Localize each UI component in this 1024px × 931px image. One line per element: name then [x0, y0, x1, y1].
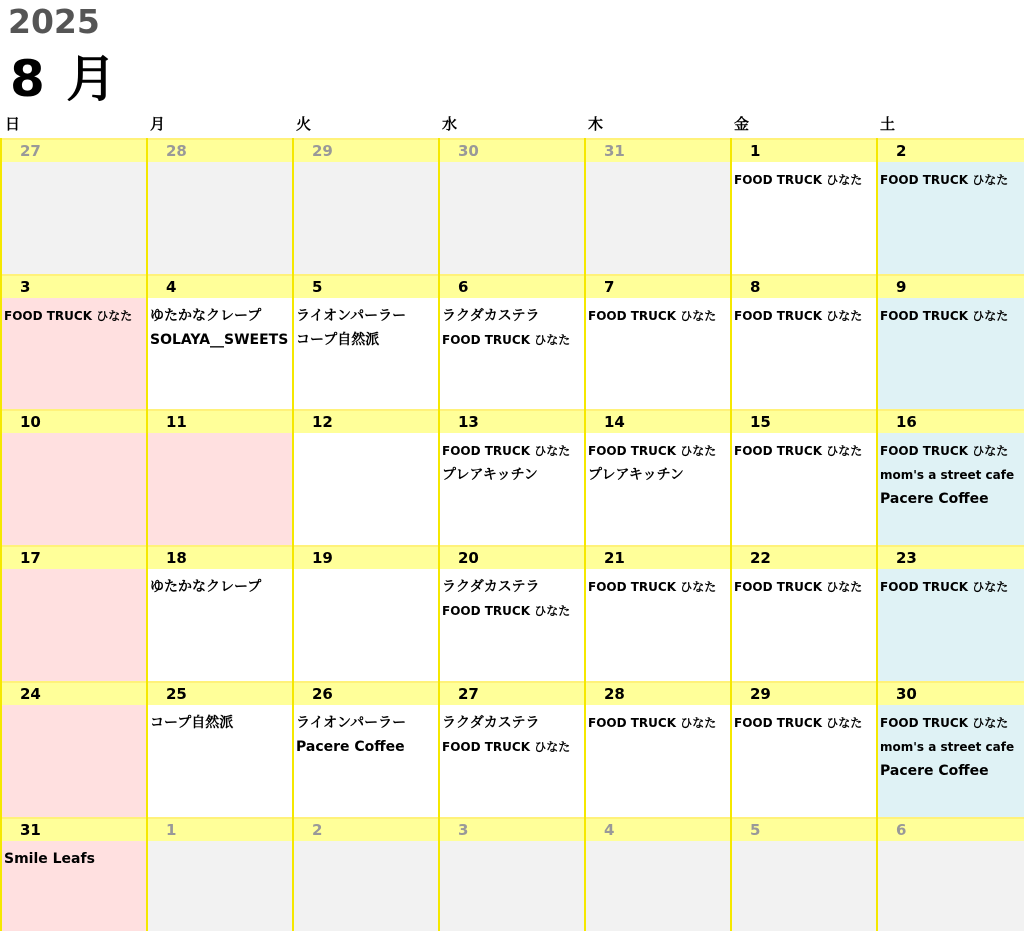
weekday-label: 木 — [588, 115, 604, 133]
day-number: 9 — [878, 274, 1024, 298]
day-cell[interactable] — [438, 409, 584, 545]
day-events — [586, 705, 730, 817]
day-cell[interactable] — [584, 817, 730, 931]
day-events — [294, 298, 438, 409]
day-cell[interactable] — [584, 138, 730, 274]
day-events — [440, 162, 584, 274]
event-label[interactable]: FOOD TRUCK ひなた — [734, 580, 863, 594]
day-events — [2, 162, 146, 274]
event-label[interactable]: mom's a street cafe — [880, 740, 1015, 754]
day-number: 1 — [732, 138, 876, 162]
day-events — [878, 162, 1024, 274]
day-cell[interactable] — [730, 274, 876, 409]
day-cell[interactable] — [876, 138, 1024, 274]
day-number: 27 — [440, 681, 584, 705]
day-number: 26 — [294, 681, 438, 705]
day-cell[interactable] — [292, 681, 438, 817]
day-number: 7 — [586, 274, 730, 298]
day-number: 15 — [732, 409, 876, 433]
event-label[interactable]: Smile Leafs — [4, 851, 95, 867]
day-number: 29 — [732, 681, 876, 705]
day-cell[interactable] — [876, 681, 1024, 817]
day-cell[interactable] — [438, 817, 584, 931]
event-label[interactable]: FOOD TRUCK ひなた — [442, 604, 571, 618]
weekday-header-row — [0, 114, 1024, 138]
event-label[interactable]: FOOD TRUCK ひなた — [588, 580, 717, 594]
event-label[interactable]: ライオンパーラー — [296, 715, 407, 731]
day-cell[interactable] — [438, 681, 584, 817]
day-number: 17 — [2, 545, 146, 569]
day-number: 10 — [2, 409, 146, 433]
day-events — [878, 569, 1024, 681]
day-number: 19 — [294, 545, 438, 569]
day-number: 13 — [440, 409, 584, 433]
day-number: 24 — [2, 681, 146, 705]
event-label[interactable]: FOOD TRUCK ひなた — [880, 716, 1009, 730]
event-label[interactable]: FOOD TRUCK ひなた — [880, 444, 1009, 458]
day-cell[interactable] — [584, 274, 730, 409]
day-cell[interactable] — [0, 817, 146, 931]
event-label[interactable]: FOOD TRUCK ひなた — [734, 173, 863, 187]
day-cell[interactable] — [730, 681, 876, 817]
day-number: 5 — [732, 817, 876, 841]
day-cell[interactable] — [146, 681, 292, 817]
day-cell[interactable] — [146, 138, 292, 274]
day-number: 28 — [148, 138, 292, 162]
day-events — [294, 162, 438, 274]
day-cell[interactable] — [730, 545, 876, 681]
day-cell[interactable] — [438, 138, 584, 274]
day-number: 5 — [294, 274, 438, 298]
day-cell[interactable] — [876, 545, 1024, 681]
weekday-label: 月 — [150, 115, 166, 133]
day-cell[interactable] — [146, 409, 292, 545]
day-events — [148, 162, 292, 274]
day-number: 21 — [586, 545, 730, 569]
day-events — [586, 569, 730, 681]
day-cell[interactable] — [584, 681, 730, 817]
day-events — [732, 433, 876, 545]
day-number: 12 — [294, 409, 438, 433]
event-label[interactable]: プレアキッチン — [588, 467, 684, 483]
day-events — [586, 841, 730, 931]
day-number: 3 — [2, 274, 146, 298]
day-cell[interactable] — [292, 138, 438, 274]
event-label[interactable]: FOOD TRUCK ひなた — [880, 580, 1009, 594]
weekday-label: 土 — [880, 115, 896, 133]
day-cell[interactable] — [876, 409, 1024, 545]
event-label[interactable]: ゆたかなクレープ — [150, 579, 262, 595]
day-number: 2 — [294, 817, 438, 841]
day-events — [586, 433, 730, 545]
day-events — [732, 162, 876, 274]
day-events — [2, 705, 146, 817]
weekday-label: 日 — [5, 115, 21, 133]
day-events — [440, 569, 584, 681]
day-cell[interactable] — [0, 545, 146, 681]
day-number: 25 — [148, 681, 292, 705]
day-cell[interactable] — [146, 274, 292, 409]
day-number: 30 — [440, 138, 584, 162]
event-label[interactable]: ラクダカステラ — [442, 579, 540, 595]
day-cell[interactable] — [292, 817, 438, 931]
day-events — [2, 298, 146, 409]
day-events — [732, 841, 876, 931]
weekday-label: 水 — [442, 115, 458, 133]
day-events — [440, 433, 584, 545]
day-cell[interactable] — [876, 817, 1024, 931]
calendar-grid — [0, 138, 1024, 931]
event-label[interactable]: FOOD TRUCK ひなた — [588, 716, 717, 730]
event-label[interactable]: ゆたかなクレープ — [150, 308, 262, 324]
day-cell[interactable] — [876, 274, 1024, 409]
day-number: 20 — [440, 545, 584, 569]
day-number: 30 — [878, 681, 1024, 705]
day-cell[interactable] — [730, 138, 876, 274]
day-events — [148, 298, 292, 409]
day-events — [878, 433, 1024, 545]
day-number: 16 — [878, 409, 1024, 433]
event-label[interactable]: コープ自然派 — [150, 715, 234, 731]
day-events — [2, 841, 146, 931]
day-cell[interactable] — [730, 817, 876, 931]
day-cell[interactable] — [0, 274, 146, 409]
day-number: 14 — [586, 409, 730, 433]
day-number: 31 — [2, 817, 146, 841]
day-number: 22 — [732, 545, 876, 569]
day-events — [440, 298, 584, 409]
day-events — [732, 569, 876, 681]
event-label[interactable]: FOOD TRUCK ひなた — [880, 173, 1009, 187]
day-events — [148, 705, 292, 817]
day-cell[interactable] — [0, 138, 146, 274]
day-events — [440, 841, 584, 931]
weekday-label: 火 — [296, 115, 312, 133]
event-label[interactable]: Pacere Coffee — [296, 739, 405, 755]
event-label[interactable]: Pacere Coffee — [880, 491, 989, 507]
month-heading: 8 月 — [10, 50, 119, 108]
event-label[interactable]: FOOD TRUCK ひなた — [442, 333, 571, 347]
day-cell[interactable] — [292, 274, 438, 409]
day-events — [148, 841, 292, 931]
day-cell[interactable] — [438, 545, 584, 681]
day-number: 2 — [878, 138, 1024, 162]
event-label[interactable]: FOOD TRUCK ひなた — [588, 309, 717, 323]
day-events — [2, 569, 146, 681]
day-number: 27 — [2, 138, 146, 162]
event-label[interactable]: FOOD TRUCK ひなた — [734, 716, 863, 730]
day-cell[interactable] — [292, 409, 438, 545]
day-events — [878, 298, 1024, 409]
day-number: 6 — [440, 274, 584, 298]
day-cell[interactable] — [0, 409, 146, 545]
day-events — [294, 705, 438, 817]
event-label[interactable]: FOOD TRUCK ひなた — [442, 740, 571, 754]
day-number: 31 — [586, 138, 730, 162]
day-events — [440, 705, 584, 817]
day-events — [294, 841, 438, 931]
day-cell[interactable] — [584, 545, 730, 681]
event-label[interactable]: コープ自然派 — [296, 332, 380, 348]
event-label[interactable]: FOOD TRUCK ひなた — [734, 444, 863, 458]
day-number: 4 — [148, 274, 292, 298]
day-number: 4 — [586, 817, 730, 841]
day-number: 23 — [878, 545, 1024, 569]
day-cell[interactable] — [438, 274, 584, 409]
day-number: 11 — [148, 409, 292, 433]
day-number: 8 — [732, 274, 876, 298]
event-label[interactable]: mom's a street cafe — [880, 468, 1015, 482]
day-number: 1 — [148, 817, 292, 841]
event-label[interactable]: プレアキッチン — [442, 467, 538, 483]
event-label[interactable]: Pacere Coffee — [880, 763, 989, 779]
day-events — [586, 162, 730, 274]
day-events — [294, 433, 438, 545]
day-number: 28 — [586, 681, 730, 705]
day-events — [294, 569, 438, 681]
day-number: 29 — [294, 138, 438, 162]
day-number: 3 — [440, 817, 584, 841]
event-label[interactable]: FOOD TRUCK ひなた — [734, 309, 863, 323]
day-number: 18 — [148, 545, 292, 569]
day-events — [878, 705, 1024, 817]
year-heading: 2025 — [8, 2, 100, 41]
day-events — [586, 298, 730, 409]
event-label[interactable]: ラクダカステラ — [442, 308, 540, 324]
day-cell[interactable] — [730, 409, 876, 545]
event-label[interactable]: FOOD TRUCK ひなた — [4, 309, 133, 323]
day-cell[interactable] — [584, 409, 730, 545]
day-cell[interactable] — [292, 545, 438, 681]
event-label[interactable]: FOOD TRUCK ひなた — [588, 444, 717, 458]
day-events — [2, 433, 146, 545]
day-cell[interactable] — [146, 545, 292, 681]
day-events — [732, 705, 876, 817]
day-cell[interactable] — [0, 681, 146, 817]
weekday-label: 金 — [734, 115, 750, 133]
day-events — [878, 841, 1024, 931]
day-number: 6 — [878, 817, 1024, 841]
day-events — [148, 569, 292, 681]
event-label[interactable]: FOOD TRUCK ひなた — [880, 309, 1009, 323]
event-label[interactable]: SOLAYA__SWEETS — [150, 332, 289, 348]
event-label[interactable]: FOOD TRUCK ひなた — [442, 444, 571, 458]
day-cell[interactable] — [146, 817, 292, 931]
day-events — [732, 298, 876, 409]
day-events — [148, 433, 292, 545]
event-label[interactable]: ラクダカステラ — [442, 715, 540, 731]
event-label[interactable]: ライオンパーラー — [296, 308, 407, 324]
